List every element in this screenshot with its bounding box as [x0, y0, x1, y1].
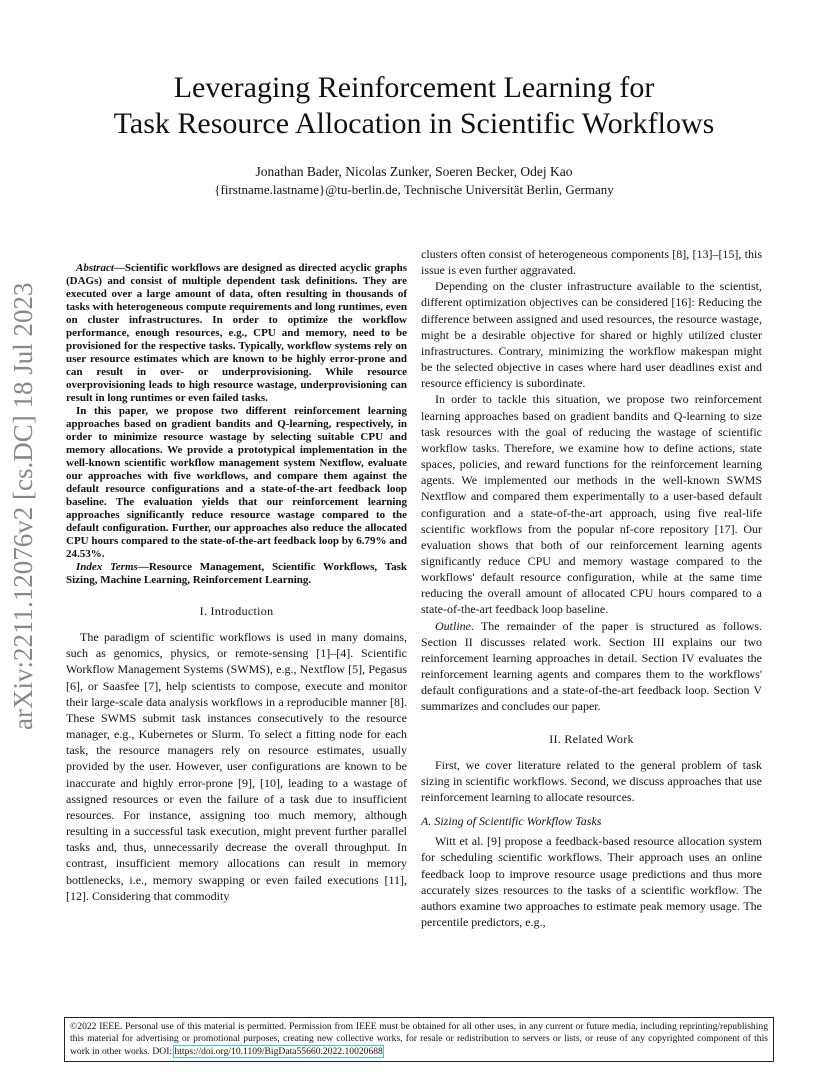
related-paragraph-2: Witt et al. [9] propose a feedback-based resource allocation system for scheduling scientific workflows. Their approach uses an online feedback loop to improve resource usage predictions and thus more accurately sizes resources to the tasks of a scientific workflow. The authors examine two approaches to estimate peak memory usage. The percentile predictors, e.g.,	[421, 834, 762, 930]
title-line-1: Leveraging Reinforcement Learning for	[173, 71, 655, 104]
abstract	[66, 262, 407, 587]
doi-link[interactable]: https://doi.org/10.1109/BigData55660.2022.10020688	[174, 1045, 383, 1057]
section-heading-introduction: I. Introduction	[199, 604, 274, 618]
section-heading-related-work: II. Related Work	[549, 731, 634, 746]
related-paragraph-1: First, we cover literature related to the general problem of task sizing in scientific workflows. Second, we discuss approaches that use reinforcement learning to allocate resources.	[421, 757, 762, 804]
intro-paragraph-contribution: In order to tackle this situation, we propose two reinforcement learning approaches based on gradient bandits and Q-learning to size task resources with the goal of reducing the wastage of scientific workflow tasks. Therefore, we examine how to define actions, state spaces, policies, and reward functions for the reinforcement learning agents. We implemented our methods in the well-known SWMS Nextflow and compared them experimentally to a user-based default configuration and a state-of-the-art approach, using five real-life scientific workflows from the popular nf-core repository [17]. Our evaluation shows that both of our reinforcement learning agents significantly reduce CPU and memory wastage compared to the workflows' default resource configuration, while at the same time reducing the overall amount of allocated CPU hours compared to a state-of-the-art feedback loop baseline.	[421, 392, 762, 617]
right-column	[421, 246, 762, 930]
affiliation: {firstname.lastname}@tu-berlin.de, Technische Universität Berlin, Germany	[214, 182, 614, 197]
arxiv-stamp: arXiv:2211.12076v2 [cs.DC] 18 Jul 2023	[8, 282, 38, 730]
subsection-heading-a: A. Sizing of Scientific Workflow Tasks	[421, 814, 602, 829]
copyright-footer	[64, 1017, 774, 1062]
intro-paragraph-objectives: Depending on the cluster infrastructure available to the scientist, different optimization objectives can be considered [16]: Reducing the difference between assigned and used resources, the resource wastage, might be a desirable objective for shared or highly utilized cluster infrastructures. Contrary, minimizing the workflow makespan might be the selected objective in cases where hard user deadlines exist and resource efficiency is subordinate.	[421, 279, 762, 391]
abstract-lead: Abstract	[76, 262, 114, 274]
intro-paragraph-outline: Outline. The remainder of the paper is structured as follows. Section II discusses related work. Section III explains our two reinforcement learning approaches in detail. Section IV evaluates the reinforcement learning agents and compares them to the workflows' default configurations and a state-of-the-art feedback loop. Section V summarizes and concludes our paper.	[421, 618, 762, 714]
abstract-paragraph-1: Abstract—Scientific workflows are designed as directed acyclic graphs (DAGs) and consist of multiple dependent task definitions. They are executed over a large amount of data, often resulting in thousands of tasks with heterogeneous compute requirements and long runtimes, even on cluster infrastructures. In order to optimize the workflow performance, enough resources, e.g., CPU and memory, need to be provisioned for the respective tasks. Typically, workflow systems rely on user resource estimates which are known to be highly error-prone and can result in over- or underprovisioning. While resource overprovisioning leads to high resource wastage, underprovisioning can result in long runtimes or even failed tasks.	[66, 262, 407, 404]
index-terms: Index Terms—Resource Management, Scientific Workflows, Task Sizing, Machine Learning, Reinforcement Learning.	[66, 561, 407, 586]
intro-paragraph-continued: clusters often consist of heterogeneous components [8], [13]–[15], this issue is even further aggravated.	[421, 247, 762, 278]
abstract-paragraph-2: In this paper, we propose two different reinforcement learning approaches based on gradient bandits and Q-learning, respectively, in order to minimize resource wastage by selecting suitable CPU and memory allocations. We provide a prototypical implementation in the well-known scientific workflow management system Nextflow, evaluate our approaches with five workflows, and compare them against the default resource configurations and a state-of-the-art feedback loop baseline. The evaluation yields that our reinforcement learning approaches significantly reduce resource wastage compared to the default configuration. Further, our approaches also reduce the allocated CPU hours compared to the state-of-the-art feedback loop by 6.79% and 24.53%.	[66, 405, 407, 560]
left-column	[66, 262, 407, 904]
copyright-text: ©2022 IEEE. Personal use of this material is permitted. Permission from IEEE must be obtained for all other uses, in any current or future media, including reprinting/republishing this material for advertising or promotional purposes, creating new collective works, for resale or redistribution to servers or lists, or reuse of any copyrighted component of this work in other works. DOI:	[70, 1021, 768, 1057]
intro-paragraph-1: The paradigm of scientific workflows is used in many domains, such as genomics, physics, or remote-sensing [1]–[4]. Scientific Workflow Management Systems (SWMS), e.g., Nextflow [5], Pegasus [6], or Saasfee [7], help scientists to compose, execute and monitor their large-scale data analysis workflows in a reproducible manner [8]. These SWMS submit task instances consecutively to the resource manager, e.g., Kubernetes or Slurm. To select a fitting node for each task, the resource managers rely on resource estimates, usually provided by the user. However, user configurations are known to be inaccurate and highly error-prone [9], [10], leading to a wastage of assigned resources or even the failure of a task due to insufficient resources. For instance, assigning too much memory, although resulting in a successful task execution, might prevent further parallel tasks and, thus, unnecessarily decrease the overall throughput. In contrast, insufficient memory allocations can result in memory bottlenecks, i.e., memory swapping or even failed executions [11], [12]. Considering that commodity	[66, 630, 407, 903]
paper-title	[40, 70, 788, 142]
author-list: Jonathan Bader, Nicolas Zunker, Soeren Becker, Odej Kao	[255, 164, 573, 179]
title-line-2: Task Resource Allocation in Scientific Workflows	[113, 107, 715, 140]
